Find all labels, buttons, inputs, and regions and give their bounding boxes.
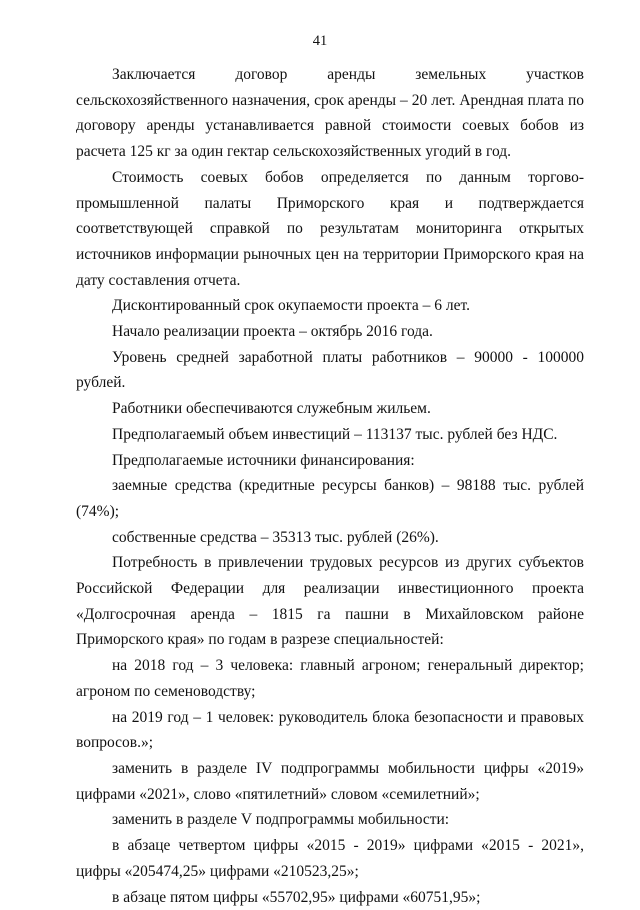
page-number: 41 (0, 33, 640, 50)
paragraph-borrowed-funds: заемные средства (кредитные ресурсы банков) – 98188 тыс. рублей (74%); (76, 473, 584, 524)
paragraph-section-iv-change: заменить в разделе IV подпрограммы мобильности цифры «2019» цифрами «2021», слово «пятилетний» словом «семилетний»; (76, 756, 584, 807)
paragraph-salary-level: Уровень средней заработной платы работников – 90000 - 100000 рублей. (76, 345, 584, 396)
paragraph-project-start: Начало реализации проекта – октябрь 2016 года. (76, 319, 584, 345)
paragraph-funding-sources: Предполагаемые источники финансирования: (76, 448, 584, 474)
paragraph-labor-needs: Потребность в привлечении трудовых ресурсов из других субъектов Российской Федерации для реализации инвестиционного проекта «Долгосрочная аренда – 1815 га пашни в Михайловском районе Приморского края» по годам в разрезе специальностей: (76, 550, 584, 653)
paragraph-fifth-abzac: в абзаце пятом цифры «55702,95» цифрами «60751,95»; (76, 885, 584, 910)
paragraph-lease-terms: Заключается договор аренды земельных участков сельскохозяйственного назначения, срок аренды – 20 лет. Арендная плата по договору аренды устанавливается равной стоимости соевых бобов из расчета 125 кг за один гектар сельскохозяйственных угодий в год. (76, 62, 584, 165)
paragraph-housing: Работники обеспечиваются служебным жильем. (76, 396, 584, 422)
paragraph-investment-volume: Предполагаемый объем инвестиций – 113137 тыс. рублей без НДС. (76, 422, 584, 448)
paragraph-payback-period: Дисконтированный срок окупаемости проекта – 6 лет. (76, 293, 584, 319)
paragraph-year-2019: на 2019 год – 1 человек: руководитель блока безопасности и правовых вопросов.»; (76, 705, 584, 756)
paragraph-soybean-cost: Стоимость соевых бобов определяется по данным торгово-промышленной палаты Приморского края и подтверждается соответствующей справкой по результатам мониторинга открытых источников информации рыночных цен на территории Приморского края на дату составления отчета. (76, 165, 584, 294)
paragraph-year-2018: на 2018 год – 3 человека: главный агроном; генеральный директор; агроном по семеноводству; (76, 653, 584, 704)
paragraph-fourth-abzac: в абзаце четвертом цифры «2015 - 2019» цифрами «2015 - 2021», цифры «205474,25» цифрами «210523,25»; (76, 833, 584, 884)
document-body (76, 62, 584, 910)
paragraph-own-funds: собственные средства – 35313 тыс. рублей (26%). (76, 525, 584, 551)
paragraph-section-v-change: заменить в разделе V подпрограммы мобильности: (76, 807, 584, 833)
